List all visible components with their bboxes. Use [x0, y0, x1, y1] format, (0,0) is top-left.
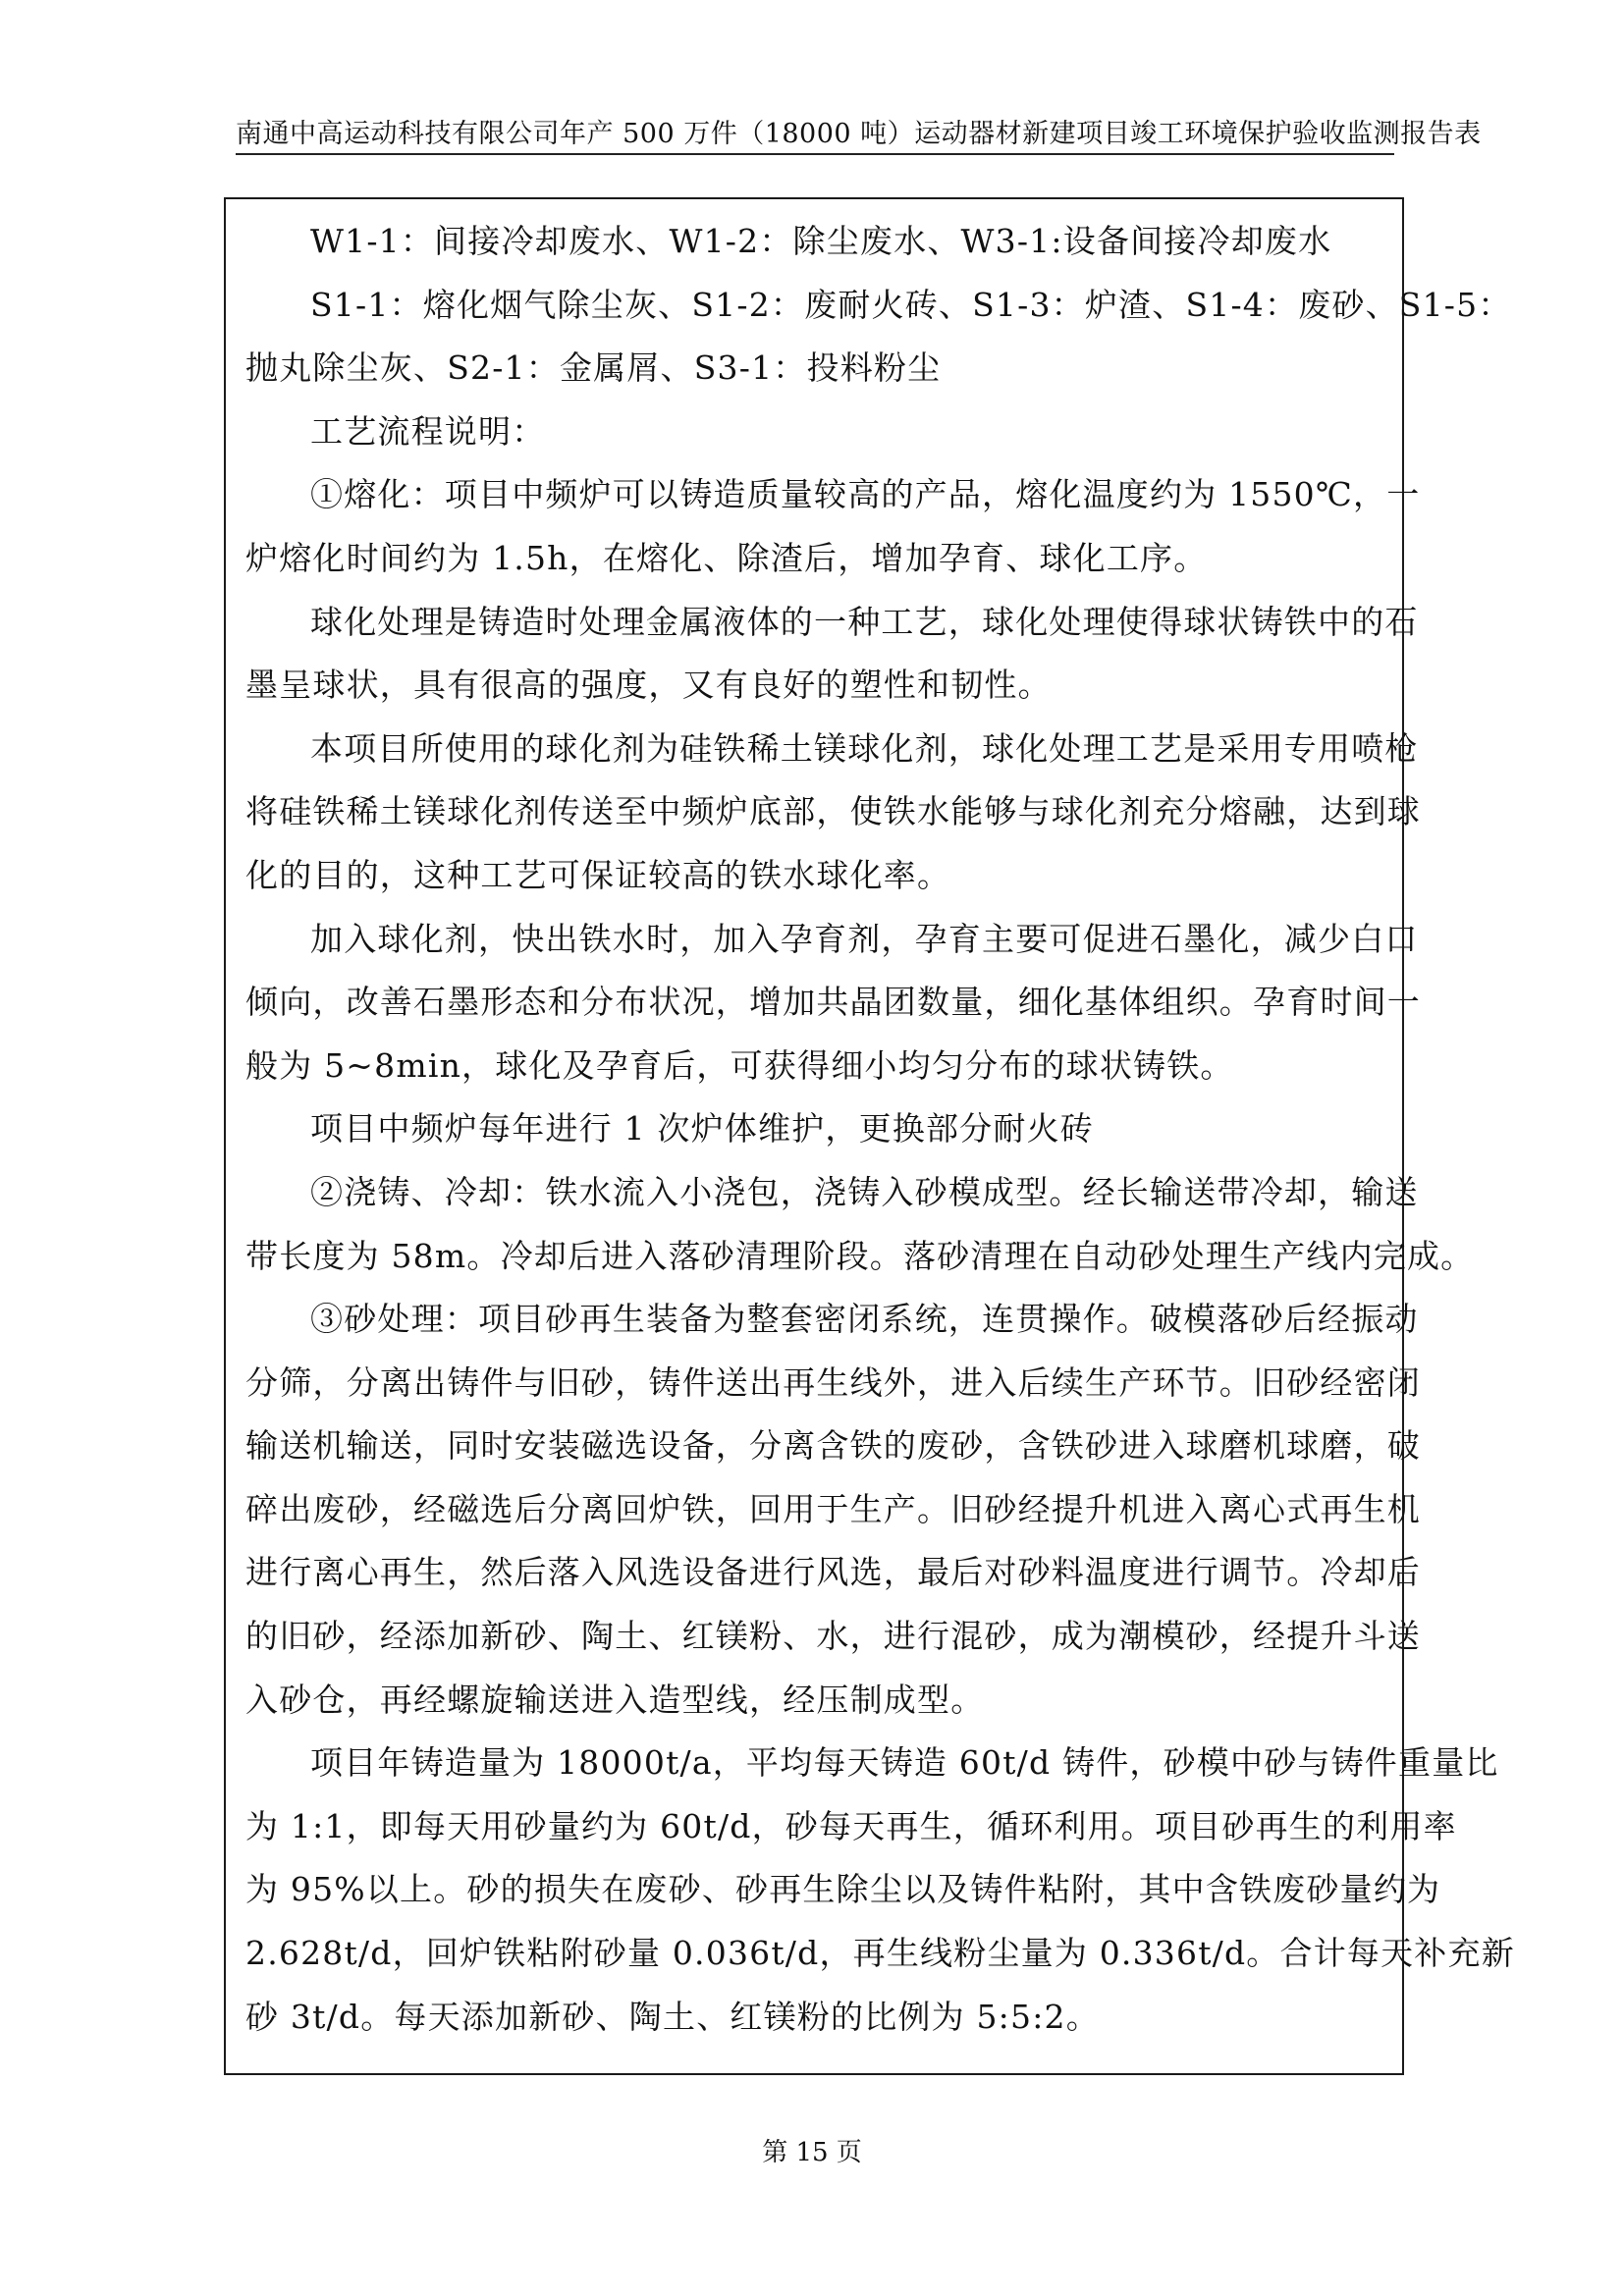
- body-line-27: 为 95%以上。砂的损失在废砂、砂再生除尘以及铸件粘附，其中含铁废砂量约为: [245, 1870, 1441, 1909]
- body-line-9: 本项目所使用的球化剂为硅铁稀土镁球化剂，球化处理工艺是采用专用喷枪: [310, 728, 1419, 768]
- body-line-10: 将硅铁稀土镁球化剂传送至中频炉底部，使铁水能够与球化剂充分熔融，达到球: [245, 792, 1421, 831]
- body-line-12: 加入球化剂，快出铁水时，加入孕育剂，孕育主要可促进石墨化，减少白口: [310, 919, 1419, 958]
- body-line-19: 分筛，分离出铸件与旧砂，铸件送出再生线外，进入后续生产环节。旧砂经密闭: [245, 1362, 1421, 1402]
- body-line-18: ③砂处理：项目砂再生装备为整套密闭系统，连贯操作。破模落砂后经振动: [310, 1300, 1419, 1339]
- body-line-28: 2.628t/d，回炉铁粘附砂量 0.036t/d，再生线粉尘量为 0.336t/d。合计每天补充新: [245, 1934, 1515, 1973]
- body-line-22: 进行离心再生，然后落入风选设备进行风选，最后对砂料温度进行调节。冷却后: [245, 1553, 1421, 1592]
- header-divider: [236, 153, 1394, 155]
- page-number: 第 15 页: [762, 2138, 862, 2167]
- body-line-3: 抛丸除尘灰、S2-1：金属屑、S3-1：投料粉尘: [245, 348, 942, 388]
- body-line-5: ①熔化：项目中频炉可以铸造质量较高的产品，熔化温度约为 1550℃，一: [310, 475, 1421, 514]
- body-line-29: 砂 3t/d。每天添加新砂、陶土、红镁粉的比例为 5:5:2。: [245, 1997, 1100, 2036]
- content-body: [245, 210, 1515, 2049]
- document-header-title: 南通中高运动科技有限公司年产 500 万件（18000 吨）运动器材新建项目竣工环境保护验收监测报告表: [236, 119, 1482, 149]
- body-line-23: 的旧砂，经添加新砂、陶土、红镁粉、水，进行混砂，成为潮模砂，经提升斗送: [245, 1617, 1421, 1656]
- body-line-14: 般为 5~8min，球化及孕育后，可获得细小均匀分布的球状铸铁。: [245, 1045, 1234, 1085]
- body-line-2: S1-1：熔化烟气除尘灰、S1-2：废耐火砖、S1-3：炉渣、S1-4：废砂、S1-5：: [310, 285, 1512, 324]
- body-line-25: 项目年铸造量为 18000t/a，平均每天铸造 60t/d 铸件，砂模中砂与铸件重量比: [310, 1743, 1499, 1783]
- body-line-13: 倾向，改善石墨形态和分布状况，增加共晶团数量，细化基体组织。孕育时间一: [245, 983, 1421, 1022]
- body-line-7: 球化处理是铸造时处理金属液体的一种工艺，球化处理使得球状铸铁中的石: [310, 602, 1419, 641]
- body-line-1: W1-1：间接冷却废水、W1-2：除尘废水、W3-1:设备间接冷却废水: [310, 222, 1332, 260]
- body-line-8: 墨呈球状，具有很高的强度，又有良好的塑性和韧性。: [245, 666, 1052, 705]
- body-line-16: ②浇铸、冷却：铁水流入小浇包，浇铸入砂模成型。经长输送带冷却，输送: [310, 1172, 1419, 1211]
- body-line-4: 工艺流程说明：: [310, 411, 546, 451]
- body-line-24: 入砂仓，再经螺旋输送进入造型线，经压制成型。: [245, 1680, 985, 1719]
- body-line-15: 项目中频炉每年进行 1 次炉体维护，更换部分耐火砖: [310, 1109, 1094, 1148]
- body-line-17: 带长度为 58m。冷却后进入落砂清理阶段。落砂清理在自动砂处理生产线内完成。: [245, 1236, 1475, 1275]
- body-line-11: 化的目的，这种工艺可保证较高的铁水球化率。: [245, 855, 951, 894]
- body-line-20: 输送机输送，同时安装磁选设备，分离含铁的废砂，含铁砂进入球磨机球磨，破: [245, 1426, 1421, 1466]
- body-line-21: 碎出废砂，经磁选后分离回炉铁，回用于生产。旧砂经提升机进入离心式再生机: [245, 1489, 1421, 1528]
- body-line-26: 为 1:1，即每天用砂量约为 60t/d，砂每天再生，循环利用。项目砂再生的利用率: [245, 1806, 1457, 1845]
- body-line-6: 炉熔化时间约为 1.5h，在熔化、除渣后，增加孕育、球化工序。: [245, 538, 1208, 577]
